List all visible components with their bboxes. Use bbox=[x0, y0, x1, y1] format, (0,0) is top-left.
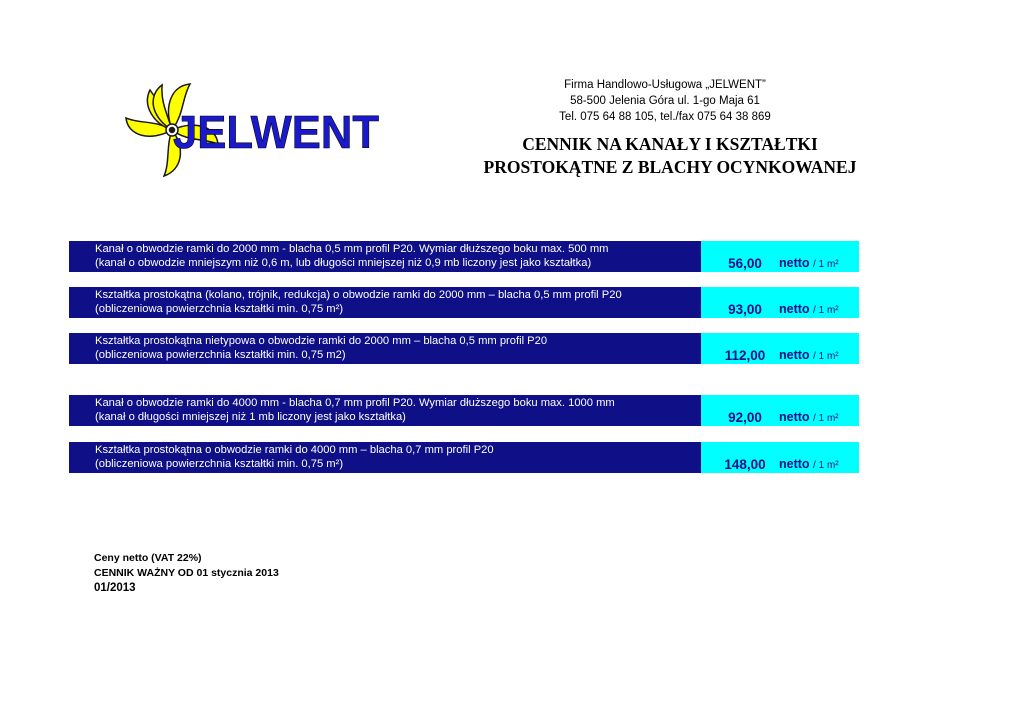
row-price-cell bbox=[701, 395, 859, 426]
row-description-line-1: Kanał o obwodzie ramki do 2000 mm - blacha 0,5 mm profil P20. Wymiar dłuższego boku max. 500 mm bbox=[95, 243, 609, 255]
title-line-2: PROSTOKĄTNE Z BLACHY OCYNKOWANEJ bbox=[483, 157, 857, 177]
logo-text: JELWENT bbox=[173, 106, 379, 158]
unit-label: / 1 m² bbox=[813, 351, 839, 362]
vat-note: Ceny netto (VAT 22%) bbox=[94, 552, 202, 564]
row-unit bbox=[779, 457, 839, 471]
row-description-line-2: (kanał o długości mniejszej niż 1 mb liczony jest jako kształtka) bbox=[95, 411, 406, 423]
price-row bbox=[69, 287, 859, 318]
row-price: 93,00 bbox=[728, 302, 762, 317]
row-description bbox=[69, 287, 701, 318]
unit-label: / 1 m² bbox=[813, 259, 839, 270]
row-price-cell bbox=[701, 333, 859, 364]
row-description bbox=[69, 241, 701, 272]
netto-label: netto bbox=[779, 457, 810, 471]
row-description-line-2: (obliczeniowa powierzchnia kształtki min. 0,75 m2) bbox=[95, 349, 346, 361]
price-row bbox=[69, 241, 859, 272]
row-price: 56,00 bbox=[728, 256, 762, 271]
company-info bbox=[500, 77, 830, 125]
price-row bbox=[69, 333, 859, 364]
price-row bbox=[69, 442, 859, 473]
row-unit bbox=[779, 348, 839, 362]
row-price-cell bbox=[701, 241, 859, 272]
row-price-cell bbox=[701, 442, 859, 473]
netto-label: netto bbox=[779, 348, 810, 362]
row-description-line-2: (obliczeniowa powierzchnia kształtki min. 0,75 m²) bbox=[95, 303, 344, 315]
company-phone: Tel. 075 64 88 105, tel./fax 075 64 38 869 bbox=[559, 111, 771, 123]
validity-note: CENNIK WAŻNY OD 01 stycznia 2013 bbox=[94, 567, 279, 579]
company-address: 58-500 Jelenia Góra ul. 1-go Maja 61 bbox=[570, 95, 760, 107]
company-name: Firma Handlowo-Usługowa „JELWENT” bbox=[564, 79, 766, 91]
netto-label: netto bbox=[779, 256, 810, 270]
row-description-line-1: Kształtka prostokątna o obwodzie ramki do 4000 mm – blacha 0,7 mm profil P20 bbox=[95, 444, 494, 456]
row-description bbox=[69, 395, 701, 426]
title-line-1: CENNIK NA KANAŁY I KSZTAŁTKI bbox=[522, 134, 818, 154]
row-price: 148,00 bbox=[724, 457, 766, 472]
row-description-line-1: Kształtka prostokątna (kolano, trójnik, redukcja) o obwodzie ramki do 2000 mm – blacha 0,5 mm profil P20 bbox=[95, 289, 622, 301]
row-description-line-2: (obliczeniowa powierzchnia kształtki min. 0,75 m²) bbox=[95, 458, 344, 470]
unit-label: / 1 m² bbox=[813, 413, 839, 424]
row-unit bbox=[779, 410, 839, 424]
footer-notes bbox=[94, 551, 279, 596]
row-description-line-1: Kształtka prostokątna nietypowa o obwodzie ramki do 2000 mm – blacha 0,5 mm profil P20 bbox=[95, 335, 548, 347]
row-unit bbox=[779, 256, 839, 270]
row-description-line-1: Kanał o obwodzie ramki do 4000 mm - blacha 0,7 mm profil P20. Wymiar dłuższego boku max. 1000 mm bbox=[95, 397, 615, 409]
row-unit bbox=[779, 302, 839, 316]
row-description-line-2: (kanał o obwodzie mniejszym niż 0,6 m, lub długości mniejszej niż 0,9 mb liczony jest jako kształtka) bbox=[95, 257, 592, 269]
company-logo bbox=[115, 80, 385, 180]
fan-logo-icon bbox=[115, 80, 385, 180]
netto-label: netto bbox=[779, 302, 810, 316]
netto-label: netto bbox=[779, 410, 810, 424]
unit-label: / 1 m² bbox=[813, 460, 839, 471]
row-description bbox=[69, 442, 701, 473]
row-price-cell bbox=[701, 287, 859, 318]
document-code: 01/2013 bbox=[94, 582, 136, 594]
row-description bbox=[69, 333, 701, 364]
document-title bbox=[420, 133, 920, 179]
unit-label: / 1 m² bbox=[813, 305, 839, 316]
price-row bbox=[69, 395, 859, 426]
row-price: 112,00 bbox=[724, 348, 766, 363]
row-price: 92,00 bbox=[728, 410, 762, 425]
